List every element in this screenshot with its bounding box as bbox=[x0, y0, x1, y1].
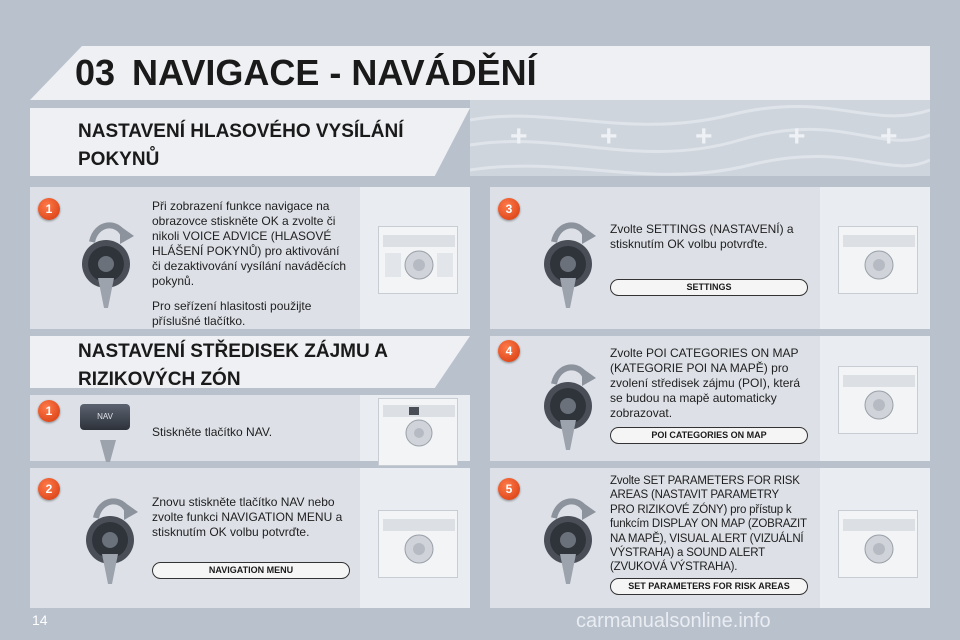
radio-unit-image bbox=[838, 226, 918, 294]
step-text-a1 bbox=[152, 199, 382, 329]
text-line: stisknutím OK volbu potvrďte. bbox=[152, 525, 310, 539]
text-line: Pro seřízení hlasitosti použijte bbox=[152, 299, 312, 313]
text-line: Stiskněte tlačítko NAV. bbox=[152, 425, 273, 439]
text-line: nikoli VOICE ADVICE (HLASOVÉ bbox=[152, 229, 332, 243]
section-title-poi bbox=[78, 338, 388, 394]
plus-icon: + bbox=[788, 120, 806, 153]
step-badge-b3: 3 bbox=[498, 198, 520, 220]
step-badge-b1: 1 bbox=[38, 400, 60, 422]
section-title-line: NASTAVENÍ STŘEDISEK ZÁJMU A bbox=[78, 341, 389, 362]
radio-faceplate bbox=[379, 399, 459, 459]
step-badge-a1: 1 bbox=[38, 198, 60, 220]
text-line: VÝSTRAHA) a SOUND ALERT bbox=[610, 547, 765, 560]
radio-faceplate bbox=[379, 511, 459, 579]
text-line: (KATEGORIE POI NA MAPĚ) pro bbox=[610, 361, 789, 375]
step-text-b4 bbox=[610, 346, 830, 421]
chapter-title: NAVIGACE - NAVÁDĚNÍ bbox=[132, 52, 537, 93]
section-title-voice bbox=[78, 118, 404, 174]
radio-faceplate bbox=[839, 227, 919, 295]
nav-button-image: NAV bbox=[80, 404, 130, 430]
radio-faceplate bbox=[839, 511, 919, 579]
step-badge-b5: 5 bbox=[498, 478, 520, 500]
plus-icon: + bbox=[600, 120, 618, 153]
map-decoration bbox=[470, 100, 930, 176]
text-line: stisknutím OK volbu potvrďte. bbox=[610, 237, 768, 251]
radio-unit-image bbox=[838, 510, 918, 578]
text-line: příslušné tlačítko. bbox=[152, 314, 246, 328]
step-badge-b2: 2 bbox=[38, 478, 60, 500]
plus-icon: + bbox=[880, 120, 898, 153]
text-line: zvolte funkci NAVIGATION MENU a bbox=[152, 510, 343, 524]
rotary-knob-illustration bbox=[74, 214, 138, 310]
chapter-number: 03 bbox=[75, 52, 116, 93]
text-line: Znovu stiskněte tlačítko NAV nebo bbox=[152, 495, 335, 509]
radio-faceplate bbox=[379, 227, 459, 295]
text-line: Při zobrazení funkce navigace na bbox=[152, 199, 330, 213]
text-line: Zvolte SETTINGS (NASTAVENÍ) a bbox=[610, 222, 794, 236]
up-arrow-icon bbox=[96, 432, 120, 462]
radio-unit-image bbox=[378, 510, 458, 578]
text-line: pokynů. bbox=[152, 274, 195, 288]
menu-label-settings: SETTINGS bbox=[610, 279, 808, 296]
text-line: funkcím DISPLAY ON MAP (ZOBRAZIT bbox=[610, 518, 807, 531]
radio-unit-image bbox=[838, 366, 918, 434]
menu-label-set-parameters: SET PARAMETERS FOR RISK AREAS bbox=[610, 578, 808, 595]
text-line: AREAS (NASTAVIT PARAMETRY bbox=[610, 489, 780, 502]
step-text-b2 bbox=[152, 495, 382, 540]
text-line: se budou na mapě automaticky bbox=[610, 391, 777, 405]
menu-label-navigation-menu: NAVIGATION MENU bbox=[152, 562, 350, 579]
section-title-line: RIZIKOVÝCH ZÓN bbox=[78, 369, 241, 390]
text-line: zvolení středisek zájmu (POI), která bbox=[610, 376, 801, 390]
rotary-knob-illustration bbox=[536, 356, 600, 452]
text-line: PRO RIZIKOVÉ ZÓNY) pro přístup k bbox=[610, 503, 792, 516]
plus-icon: + bbox=[510, 120, 528, 153]
section-title-line: NASTAVENÍ HLASOVÉHO VYSÍLÁNÍ bbox=[78, 121, 404, 142]
section-title-line: POKYNŮ bbox=[78, 149, 160, 170]
rotary-knob-illustration bbox=[536, 490, 600, 586]
page-number: 14 bbox=[32, 612, 48, 628]
rotary-knob-illustration bbox=[78, 490, 142, 586]
radio-unit-image bbox=[378, 398, 458, 466]
radio-unit-image bbox=[378, 226, 458, 294]
text-line: zobrazovat. bbox=[610, 406, 673, 420]
step-text-b3 bbox=[610, 222, 830, 252]
radio-faceplate bbox=[839, 367, 919, 435]
watermark: carmanualsonline.info bbox=[576, 610, 771, 632]
rotary-knob-illustration bbox=[536, 214, 600, 310]
step-text-b1 bbox=[152, 425, 372, 440]
text-line: či dezaktivování vysílání naváděcích bbox=[152, 259, 347, 273]
text-line: Zvolte SET PARAMETERS FOR RISK bbox=[610, 475, 800, 487]
text-line: (ZVUKOVÁ VÝSTRAHA). bbox=[610, 561, 738, 574]
text-line: obrazovce stiskněte OK a zvolte či bbox=[152, 214, 336, 228]
menu-label-poi-categories: POI CATEGORIES ON MAP bbox=[610, 427, 808, 444]
text-line: NA MAPĚ), VISUAL ALERT (VIZUÁLNÍ bbox=[610, 532, 804, 545]
text-line: HLÁŠENÍ POKYNŮ) pro aktivování bbox=[152, 244, 340, 258]
step-badge-b4: 4 bbox=[498, 340, 520, 362]
plus-icon: + bbox=[695, 120, 713, 153]
step-text-b5 bbox=[610, 474, 825, 575]
text-line: Zvolte POI CATEGORIES ON MAP bbox=[610, 346, 799, 360]
